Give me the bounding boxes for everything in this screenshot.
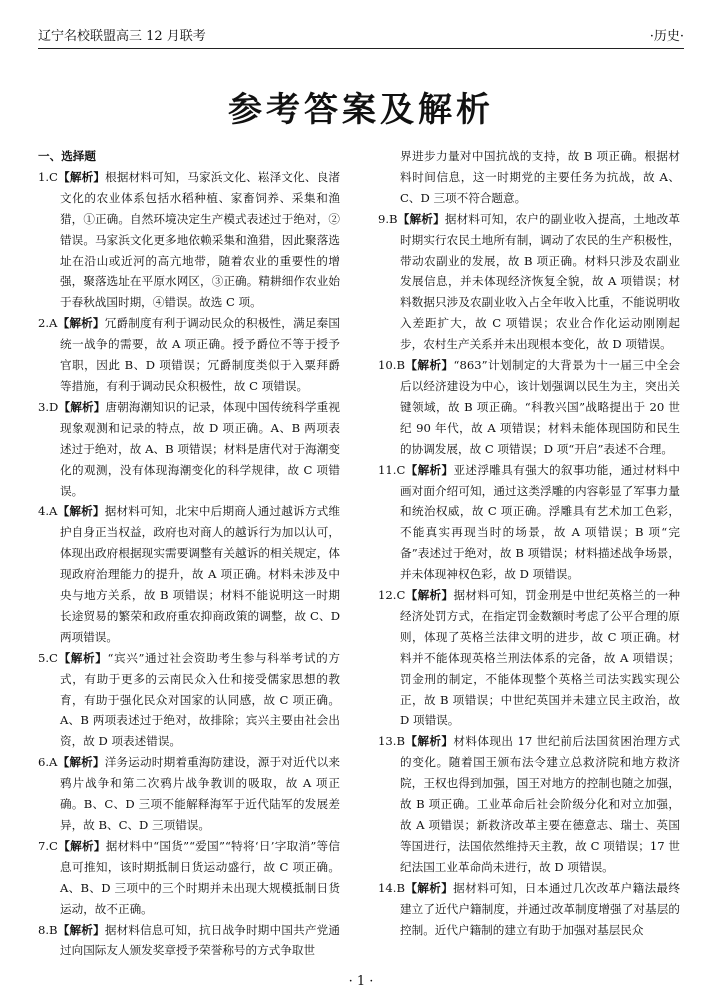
right-answer-list <box>378 209 680 941</box>
continued-text: 界进步力量对中国抗战的支持，故 B 项正确。根据材料时间信息，这一时期党的主要任务为抗战，故 A、C、D 三项不符合题意。 <box>400 149 680 205</box>
answer-number: 12.C <box>378 588 406 603</box>
analysis-text: 冗爵制度有利于调动民众的积极性，满足秦国统一战争的需要，故 A 项正确。授予爵位不等于授予官职，因此 B、D 项错误；冗爵制度类似于入粟拜爵等措施，有利于调动民众积极性，故 C 项错误。 <box>60 316 340 393</box>
analysis-tag: 【解析】 <box>404 358 454 373</box>
right-column <box>378 146 680 940</box>
analysis-text: 洋务运动时期着重海防建设，源于对近代以来鸦片战争和第二次鸦片战争教训的吸取，故 A 项正确。B、C、D 三项不能解释海军于近代陆军的发展差异，故 B、C、D 三项错误。 <box>60 755 340 832</box>
analysis-tag: 【解析】 <box>58 399 106 414</box>
answer-item <box>38 501 340 647</box>
analysis-text: 亚述浮雕具有强大的叙事功能，通过材料中画对面介绍可知，通过这类浮雕的内容彰显了军事力量和统治权威，故 C 项正确。浮雕具有艺术加工色彩，不能真实再现当时的场景，故 A 项错误；B 项“完备”表述过于绝对，故 B 项错误；材料描述战争场景，并未体现神权色彩，故 D 项错误。 <box>400 462 680 582</box>
answer-number: 5.C <box>38 650 58 665</box>
analysis-tag: 【解析】 <box>57 316 105 331</box>
answer-item <box>378 209 680 355</box>
analysis-text: 根据材料可知，马家浜文化、崧泽文化、良渚文化的农业体系包括水稻种植、家畜饲养、采集和渔猎，①正确。自然环境决定生产模式表述过于绝对，②错误。马家浜文化更多地依赖采集和渔猎，因此聚落选址在沿山或近河的高亢地带，随着农业的重要性的增强，聚落选址在平原水网区，③正确。精耕细作农业始于春秋战国时期，④错误。故选 C 项。 <box>60 169 340 310</box>
answer-item <box>378 355 680 460</box>
answer-item <box>378 878 680 941</box>
answer-number: 11.C <box>378 462 406 477</box>
answer-item <box>38 752 340 836</box>
analysis-text: 据材料可知，罚金刑是中世纪英格兰的一种经济处罚方式，在指定罚金数额时考虑了公平合理的原则，体现了英格兰法律文明的进步，故 C 项正确。材料并不能体现英格兰刑法体系的完备，故 A 项错误；罚金刑的制定，不能体现整个英格兰司法实践实现公正，故 B 项错误；中世纪英国并未建立民主政治，故 D 项错误。 <box>400 588 680 728</box>
answer-item <box>38 920 340 962</box>
analysis-tag: 【解析】 <box>57 504 105 519</box>
analysis-text: 据材料可知，日本通过几次改革户籍法最终建立了近代户籍制度，并通过改革制度增强了对基层的控制。近代户籍制的建立有助于加强对基层民众 <box>400 880 680 937</box>
page-title: 参考答案及解析 <box>228 90 494 130</box>
header-exam-title: 辽宁名校联盟高三 12 月联考 <box>38 29 206 44</box>
answer-item <box>378 585 680 731</box>
answer-number: 14.B <box>378 880 405 895</box>
analysis-text: 据材料可知，北宋中后期商人通过越诉方式维护自身正当权益，政府也对商人的越诉行为加以认可，体现出政府根据现实需要调整有关越诉的相关规定，体现政府治理能力的提升，故 A 项正确。材料未涉及中央与地方关系，故 B 项错误；材料不能说明这一时期长途贸易的繁荣和政府重农抑商政策的调整，故 C、D 两项错误。 <box>60 504 340 644</box>
page-header <box>38 18 684 49</box>
analysis-tag: 【解析】 <box>57 922 105 937</box>
answer-number: 3.D <box>38 399 59 414</box>
analysis-tag: 【解析】 <box>397 211 445 226</box>
answer-number: 7.C <box>38 838 58 853</box>
answer-item <box>38 167 340 313</box>
answer-item <box>378 460 680 585</box>
answer-number: 1.C <box>38 169 58 184</box>
left-answer-list <box>38 167 340 961</box>
answer-item <box>38 397 340 502</box>
answer-item <box>38 836 340 920</box>
section-heading: 一、选择题 <box>38 149 96 163</box>
answer-number: 10.B <box>378 358 405 373</box>
answer-item <box>38 648 340 753</box>
analysis-tag: 【解析】 <box>57 755 105 770</box>
analysis-tag: 【解析】 <box>57 169 106 184</box>
analysis-text: “863”计划制定的大背景为十一届三中全会后以经济建设为中心，该计划强调以民生为主，突出关键领域，故 B 项正确。“科教兴国”战略提出于 20 世纪 90 年代，故 A 项错误；材料未能体现国防和民生的协调发展，故 C 项错误；D 项“开启”表述不合理。 <box>400 358 680 456</box>
header-subject: ·历史· <box>649 29 684 44</box>
answer-number: 2.A <box>38 316 58 331</box>
analysis-text: “宾兴”通过社会资助考生参与科举考试的方式，有助于更多的云南民众入仕和接受儒家思想的教育，有助于强化民众对国家的认同感，故 C 项正确。A、B 两项表述过于绝对，故排除；宾兴主要由社会出资，故 D 项表述错误。 <box>60 650 340 749</box>
answer-number: 9.B <box>378 211 398 226</box>
left-column <box>38 146 340 961</box>
analysis-text: 唐朝海潮知识的记录，体现中国传统科学重视现象观测和记录的特点，故 D 项正确。A、B 两项表述过于绝对，故 A、B 项错误；材料是唐代对于海潮变化的观测，没有体现海潮变化的科学规律，故 C 项错误。 <box>60 399 340 498</box>
analysis-text: 据材料可知，农户的副业收入提高，土地改革时期实行农民土地所有制，调动了农民的生产积极性，带动农副业的发展，故 B 项正确。材料只涉及农副业发展信息，并未体现经济恢复全貌，故 A 项错误；材料数据只涉及农副业收入占全年收入比重，不能说明收入差距扩大，故 C 项错误；农业合作化运动刚刚起步，农村生产关系并未出现根本变化，故 D 项错误。 <box>400 211 680 352</box>
analysis-text: 材料体现出 17 世纪前后法国贫困治理方式的变化。随着国王颁布法令建立总救济院和地方救济院，王权也得到加强，国王对地方的控制也随之加强，故 B 项正确。工业革命后社会阶级分化和对立加强，故 A 项错误；新救济改革主要在德意志、瑞士、英国等国进行，法国依然维持天主教，故 C 项错误；17 世纪法国工业革命尚未进行，故 D 项错误。 <box>400 734 680 874</box>
analysis-text: 据材料中“国货”“爱国”“特将‘日’字取消”等信息可推知，该时期抵制日货运动盛行，故 C 项正确。A、B、D 三项中的三个时期并未出现大规模抵制日货运动，故不正确。 <box>60 838 340 916</box>
answer-number: 8.B <box>38 922 58 937</box>
analysis-tag: 【解析】 <box>404 880 454 895</box>
analysis-tag: 【解析】 <box>405 462 454 477</box>
analysis-tag: 【解析】 <box>404 734 454 749</box>
analysis-tag: 【解析】 <box>57 838 106 853</box>
answer-number: 4.A <box>38 504 58 519</box>
answer-number: 13.B <box>378 734 405 749</box>
analysis-tag: 【解析】 <box>57 650 108 665</box>
analysis-text: 据材料信息可知，抗日战争时期中国共产党通过向国际友人颁发奖章授予荣誉称号的方式争取世 <box>60 922 340 958</box>
page-number: · 1 · <box>348 974 374 989</box>
answer-number: 6.A <box>38 755 58 770</box>
answer-item <box>378 731 680 877</box>
answer-item <box>38 313 340 397</box>
analysis-tag: 【解析】 <box>405 588 454 603</box>
